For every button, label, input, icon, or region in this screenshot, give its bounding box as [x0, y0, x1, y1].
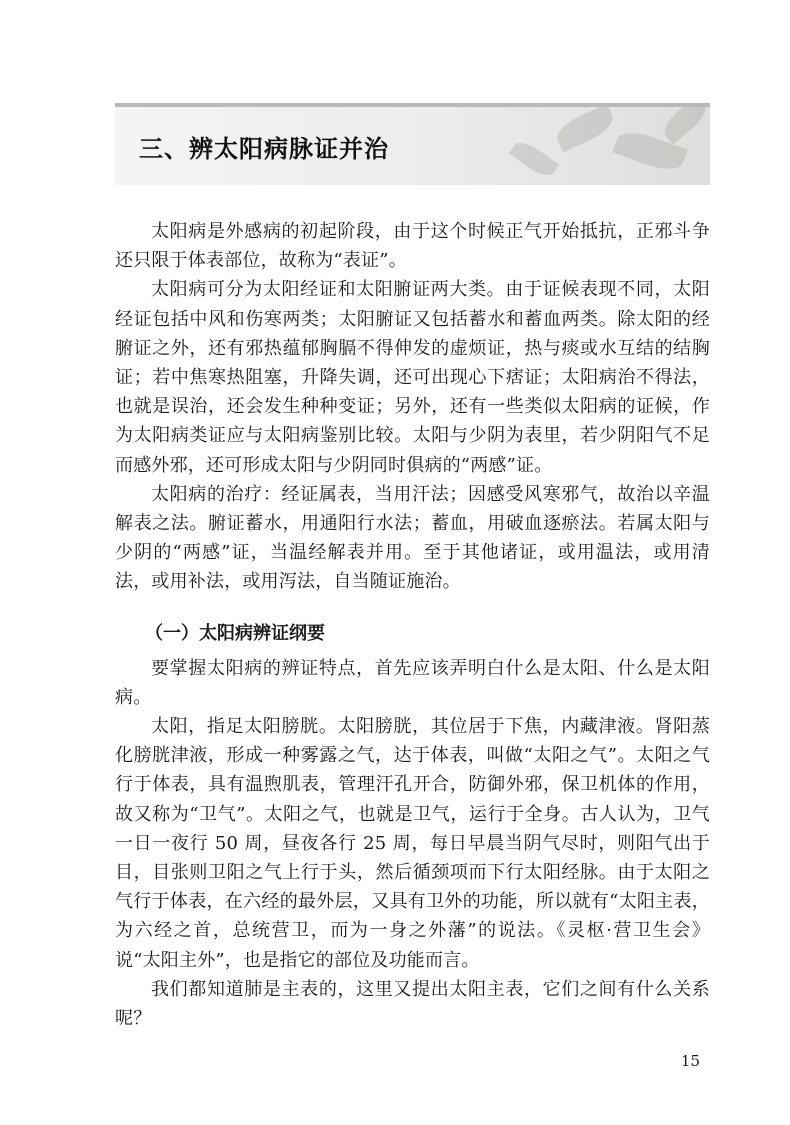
page-body — [115, 217, 710, 1033]
paragraph: 太阳病是外感病的初起阶段，由于这个时候正气开始抵抗，正邪斗争还只限于体表部位，故称为“表证”。 — [115, 221, 710, 272]
page-number: 15 — [680, 1052, 700, 1070]
paragraph: 太阳病可分为太阳经证和太阳腑证两大类。由于证候表现不同，太阳经证包括中风和伤寒两类；太阳腑证又包括蓄水和蓄血两类。除太阳的经腑证之外，还有邪热蕴郁胸膈不得伸发的虚烦证，热与痰或水互结的结胸证；若中焦寒热阻塞，升降失调，还可出现心下痞证；太阳病治不得法，也就是误治，还会发生种种变证；另外，还有一些类似太阳病的证候，作为太阳病类证应与太阳病鉴别比较。太阳与少阴为表里，若少阴阳气不足而感外邪，还可形成太阳与少阴同时俱病的“两感”证。 — [115, 279, 710, 476]
paragraph: 我们都知道肺是主表的，这里又提出太阳主表，它们之间有什么关系呢？ — [115, 978, 710, 1030]
section-header-band — [115, 103, 710, 185]
leaf-decoration — [509, 137, 560, 181]
leaf-decoration — [659, 103, 710, 144]
subsection-heading: （一）太阳病辨证纲要 — [145, 622, 325, 644]
section-title: 三、辨太阳病脉证并治 — [139, 135, 389, 163]
paragraph: 太阳，指足太阳膀胱。太阳膀胱，其位居于下焦，内藏津液。肾阳蒸化膀胱津液，形成一种雾露之气，达于体表，叫做“太阳之气”。太阳之气行于体表，具有温煦肌表，管理汗孔开合，防御外邪，保卫机体的作用，故又称为“卫气”。太阳之气，也就是卫气，运行于全身。古人认为，卫气一日一夜行 50 周，昼夜各行 25 周，每日早晨当阴气尽时，则阳气出于目，目张则卫阳之气上行于头，然后循颈项而下行太阳经脉。由于太阳之气行于体表，在六经的最外层，又具有卫外的功能，所以就有“太阳主表，为六经之首，总统营卫，而为一身之外藩”的说法。《灵枢·营卫生会》说“太阳主外”，也是指它的部位及功能而言。 — [115, 716, 710, 971]
leaf-decoration — [552, 104, 617, 153]
paragraph: 太阳病的治疗：经证属表，当用汗法；因感受风寒邪气，故治以辛温解表之法。腑证蓄水，用通阳行水法；蓄血，用破血逐瘀法。若属太阳与少阴的“两感”证，当温经解表并用。至于其他诸证，或用温法，或用清法，或用补法，或用泻法，自当随证施治。 — [115, 483, 710, 593]
paragraph: 要掌握太阳病的辨证特点，首先应该弄明白什么是太阳、什么是太阳病。 — [115, 657, 710, 708]
